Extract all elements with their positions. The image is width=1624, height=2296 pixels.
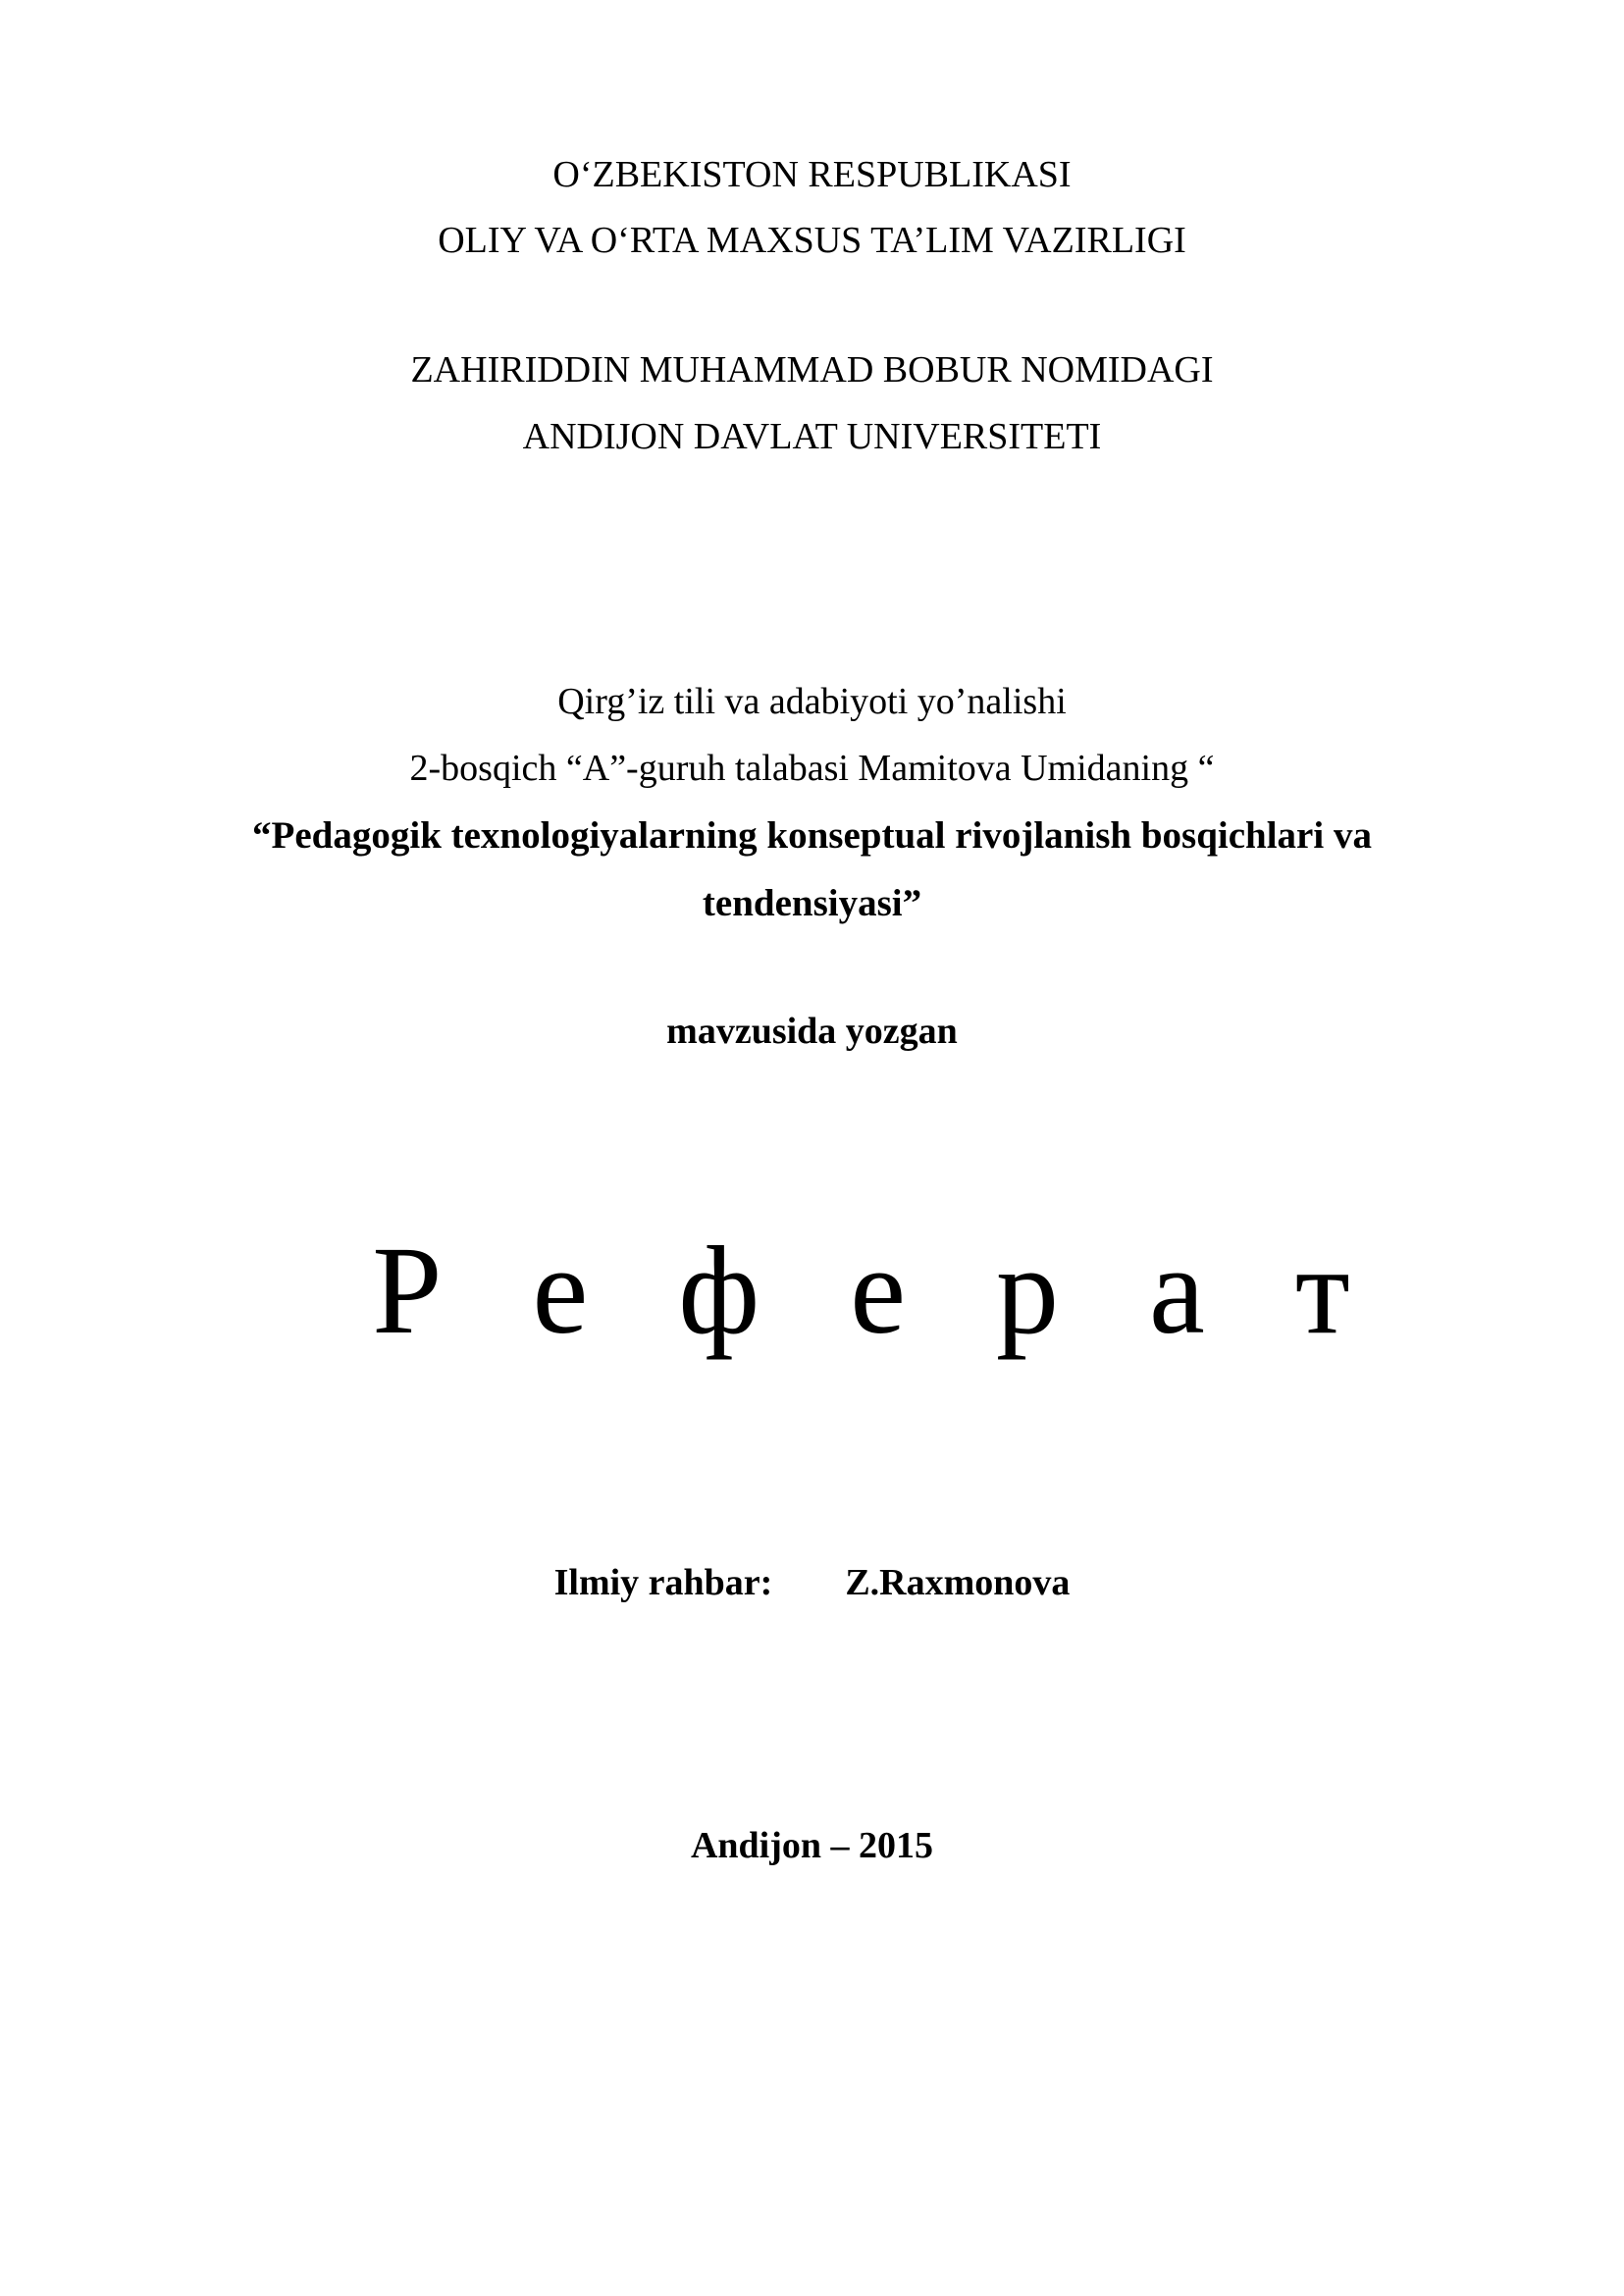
document-type-heading: Р е ф е р а т xyxy=(372,1221,1380,1360)
study-direction: Qirg’iz tili va adabiyoti yo’nalishi xyxy=(557,681,1067,722)
supervisor-line xyxy=(0,1558,1624,1607)
university-line-2: ANDIJON DAVLAT UNIVERSITETI xyxy=(522,416,1102,457)
ministry-line-1: O‘ZBEKISTON RESPUBLIKASI xyxy=(552,154,1072,195)
supervisor-label: Ilmiy rahbar: xyxy=(553,1562,773,1603)
university-line-1: ZAHIRIDDIN MUHAMMAD BOBUR NOMIDAGI xyxy=(410,349,1214,391)
topic-title-line-1: “Pedagogik texnologiyalarning konseptual rivojlanish bosqichlari va xyxy=(252,814,1372,857)
city-year: Andijon – 2015 xyxy=(690,1825,934,1866)
written-on-topic: mavzusida yozgan xyxy=(666,1011,958,1052)
student-line: 2-bosqich “A”-guruh talabasi Mamitova Umidaning “ xyxy=(409,748,1215,789)
ministry-line-2: OLIY VA O‘RTA MAXSUS TA’LIM VAZIRLIGI xyxy=(438,220,1186,261)
supervisor-name: Z.Raxmonova xyxy=(845,1562,1071,1603)
topic-title-line-2: tendensiyasi” xyxy=(702,882,922,924)
